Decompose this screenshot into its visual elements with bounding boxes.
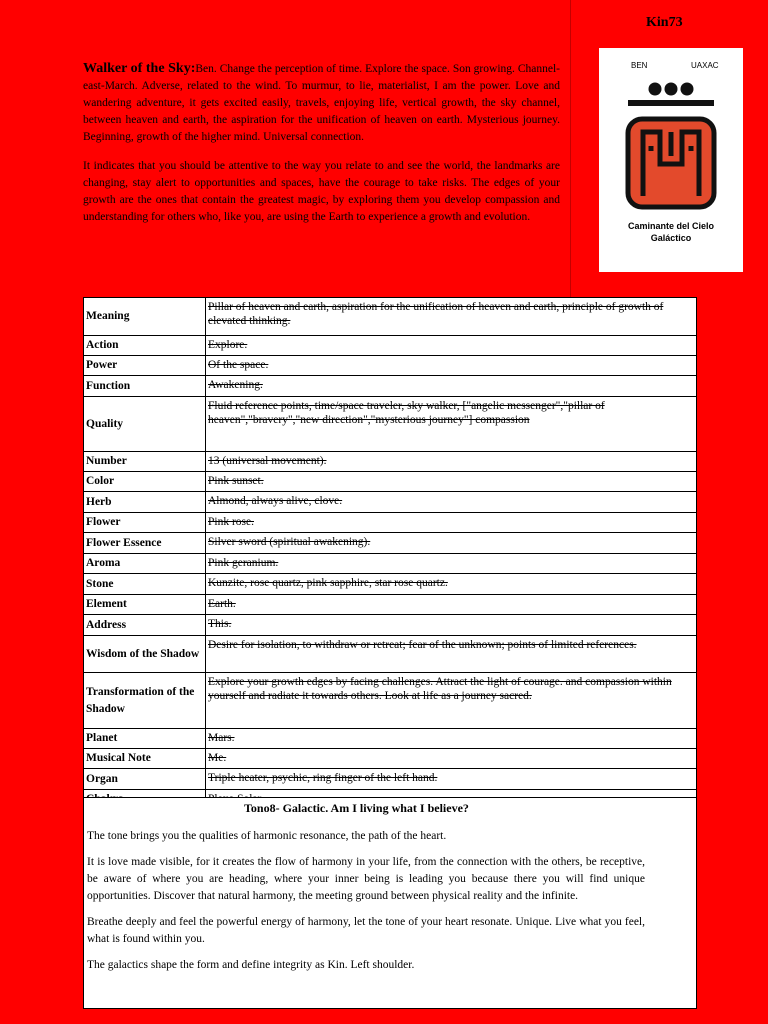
attribute-label: Transformation of the Shadow — [84, 673, 206, 728]
intro-paragraph-1: Ben. Change the perception of time. Explore the space. Son growing. Channel-east-March. Adverse, related to the wind. To murmur, to lie, materialist, I am the power. Love and wandering adventure, it gets excited easily, travels, enjoying life, vertical growth, the sky channel, between heaven and earth, the aspiration for the unification of heaven on earth. Mysterious journey. Beginning, growth of the higher mind. Universal connection. — [83, 63, 560, 143]
attribute-row — [84, 636, 696, 673]
attribute-row — [84, 595, 696, 615]
attribute-value: Awakening. — [208, 379, 263, 391]
attribute-label: Musical Note — [84, 749, 206, 768]
attribute-value: Triple heater, psychic, ring finger of the left hand. — [208, 772, 438, 784]
attribute-row — [84, 769, 696, 790]
attribute-label: Number — [84, 452, 206, 471]
attribute-row — [84, 615, 696, 636]
attribute-row — [84, 673, 696, 729]
attribute-label: Element — [84, 595, 206, 614]
attribute-row — [84, 513, 696, 533]
attribute-label: Wisdom of the Shadow — [84, 636, 206, 672]
attribute-label: Herb — [84, 492, 206, 512]
attribute-row — [84, 749, 696, 769]
glyph-caption: Caminante del Cielo Galáctico — [627, 221, 715, 243]
tone-paragraph-4: The galactics shape the form and define integrity as Kin. Left shoulder. — [87, 959, 415, 971]
glyph-card — [599, 48, 743, 272]
attribute-value: Pink geranium. — [208, 557, 279, 569]
attribute-value: This. — [208, 618, 232, 630]
glyph-left-label: BEN — [631, 61, 648, 70]
tone-section — [83, 797, 697, 1009]
attribute-row — [84, 452, 696, 472]
attribute-value: Earth. — [208, 598, 236, 610]
intro-section — [83, 60, 560, 238]
tone-paragraph-2: It is love made visible, for it creates the flow of harmony in your life, from the connection with the others, be receptive, be aware of where you are heading, where your inner being is leading you because there you will find unique opportunities. Discover that natural harmony, the meeting ground between physical reality and the infinite. — [87, 856, 645, 902]
attribute-label: Meaning — [84, 298, 206, 335]
attribute-value: Mars. — [208, 732, 235, 744]
attribute-label: Stone — [84, 574, 206, 594]
column-divider — [570, 0, 571, 300]
attribute-row — [84, 376, 696, 397]
ben-glyph-icon — [599, 48, 743, 218]
attribute-value: Almond, always alive, clove. — [208, 495, 343, 507]
attribute-value: 13 (universal movement). — [208, 455, 327, 467]
attribute-row — [84, 472, 696, 492]
attribute-row — [84, 492, 696, 513]
attribute-row — [84, 574, 696, 595]
attribute-row — [84, 356, 696, 376]
tone-paragraph-3: Breathe deeply and feel the powerful energy of harmony, let the tone of your heart resonate. Unique. Live what you feel, what is found within you. — [87, 916, 645, 945]
attribute-value: Pillar of heaven and earth, aspiration for the unification of heaven and earth, principle of growth of elevated thinking. — [208, 301, 664, 327]
attribute-value: Silver sword (spiritual awakening). — [208, 536, 371, 548]
attribute-value: Me. — [208, 752, 227, 764]
attribute-value: Explore your growth edges by facing challenges. Attract the light of courage. and compassion within yourself and radiate it towards others. Look at life as a journey sacred. — [208, 676, 672, 702]
attribute-value: Desire for isolation, to withdraw or retreat; fear of the unknown; points of limited references. — [208, 639, 637, 651]
attributes-table — [83, 297, 697, 814]
attribute-label: Organ — [84, 769, 206, 789]
kin-number: Kin73 — [646, 15, 683, 30]
glyph-right-label: UAXAC — [691, 61, 719, 70]
attribute-label: Flower — [84, 513, 206, 532]
intro-paragraph-2: It indicates that you should be attentive to the way you relate to and see the world, the landmarks are changing, stay alert to opportunities and spaces, have the courage to take risks. The edges of your growth are the ones that contain the greatest magic, by exploring them you develop compassion and understanding for others who, like you, are using the Earth to experience a growth and evolution. — [83, 160, 560, 223]
attribute-label: Aroma — [84, 554, 206, 573]
attribute-row — [84, 554, 696, 574]
attribute-value: Kunzite, rose quartz, pink sapphire, star rose quartz. — [208, 577, 448, 589]
intro-title: Walker of the Sky: — [83, 61, 196, 76]
attribute-label: Color — [84, 472, 206, 491]
tone-paragraph-1: The tone brings you the qualities of harmonic resonance, the path of the heart. — [87, 830, 447, 842]
attribute-label: Address — [84, 615, 206, 635]
attribute-value: Pink sunset. — [208, 475, 264, 487]
attribute-label: Function — [84, 376, 206, 396]
attribute-label: Power — [84, 356, 206, 375]
attribute-row — [84, 397, 696, 452]
attribute-value: Fluid reference points, time/space traveler, sky walker, ["angelic messenger","pillar of heaven","bravery","new direction","mysterious journey"] compassion — [208, 400, 605, 426]
attribute-value: Pink rose. — [208, 516, 254, 528]
attribute-label: Planet — [84, 729, 206, 748]
attribute-value: Of the space. — [208, 359, 269, 371]
attribute-value: Explore. — [208, 339, 248, 351]
attribute-label: Quality — [84, 397, 206, 451]
attribute-row — [84, 336, 696, 356]
attribute-label: Action — [84, 336, 206, 355]
attribute-row — [84, 298, 696, 336]
attribute-row — [84, 533, 696, 554]
tone-title: Tono8- Galactic. Am I living what I believe? — [244, 801, 469, 815]
attribute-label: Flower Essence — [84, 533, 206, 553]
attribute-row — [84, 729, 696, 749]
